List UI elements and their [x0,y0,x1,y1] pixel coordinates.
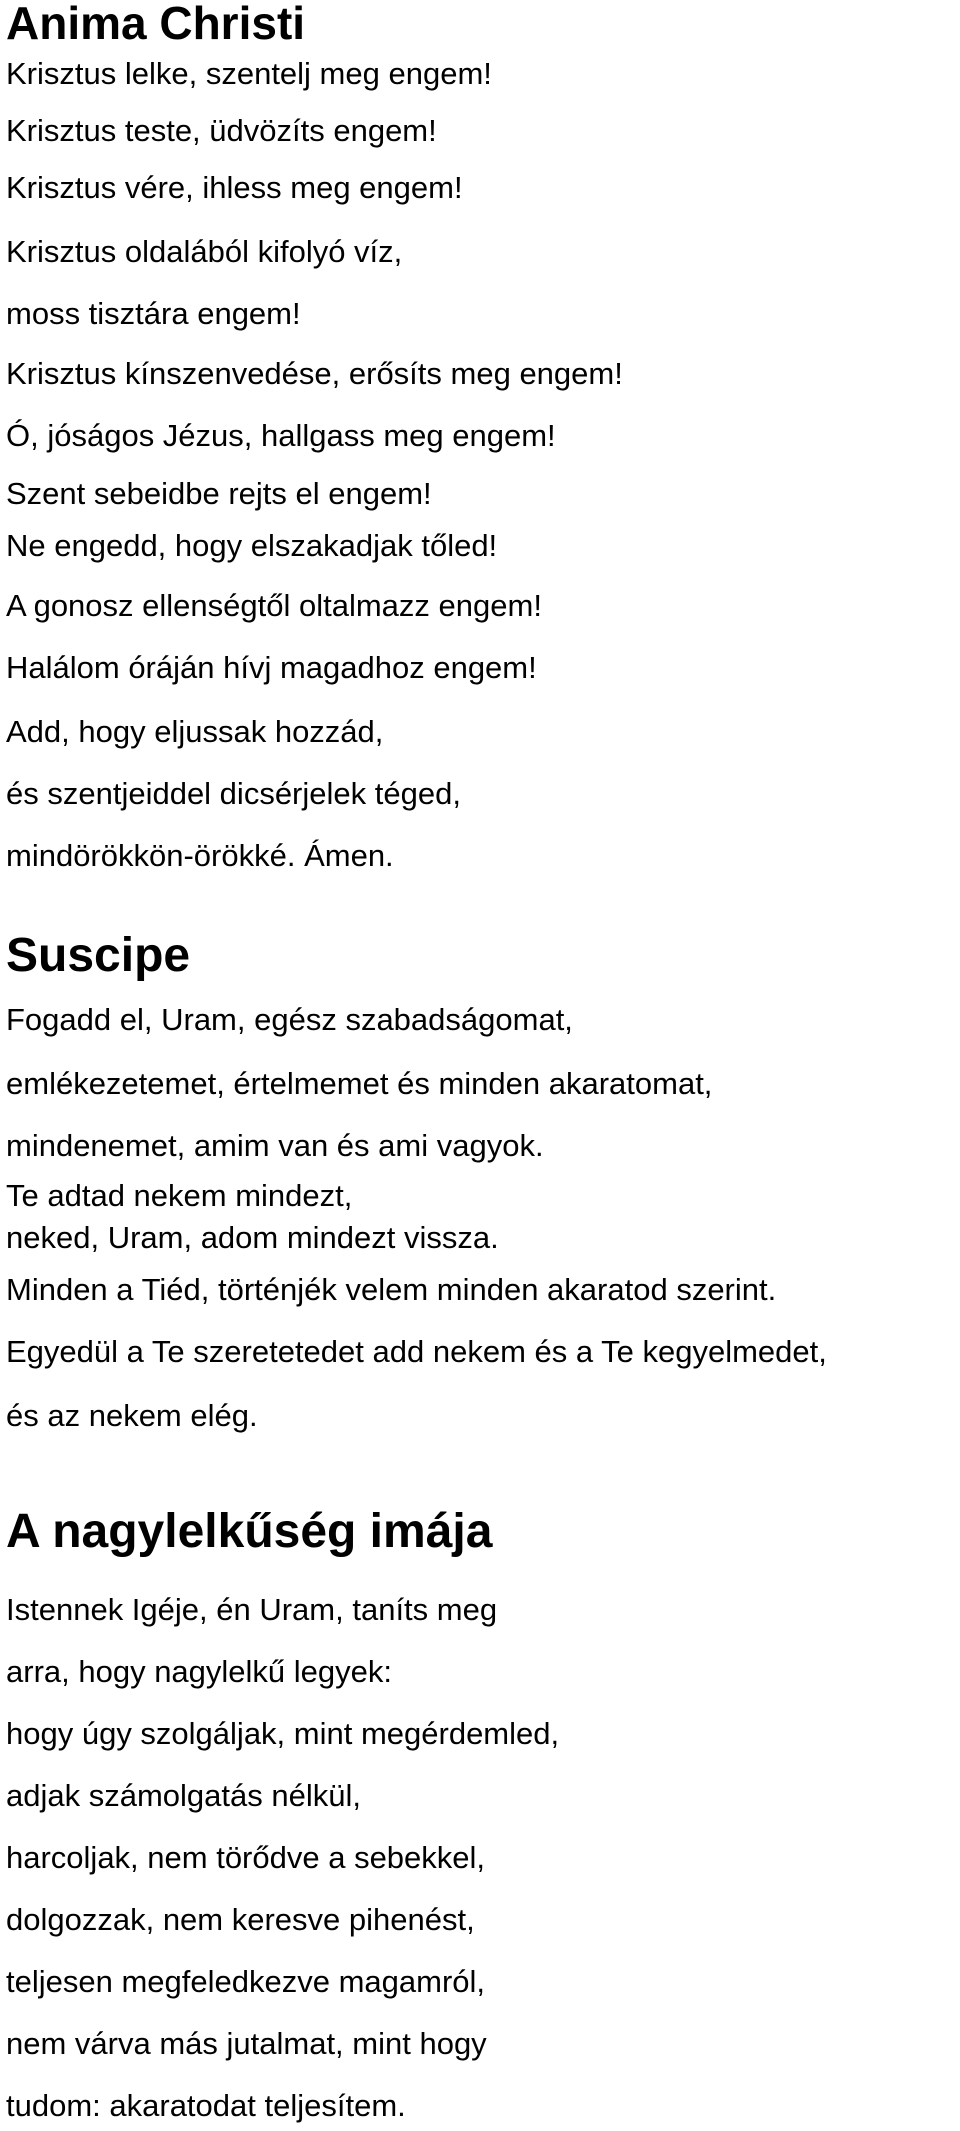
prayer-line: tudom: akaratodat teljesítem. [6,2088,406,2123]
prayer-line: adjak számolgatás nélkül, [6,1778,361,1813]
section-title-suscipe: Suscipe [6,929,191,982]
prayer-line: mindörökkön-örökké. Ámen. [6,838,394,873]
prayer-line: arra, hogy nagylelkű legyek: [6,1654,393,1689]
prayer-line: nem várva más jutalmat, mint hogy [6,2026,487,2061]
prayer-line: Krisztus teste, üdvözíts engem! [6,113,437,148]
prayer-line: harcoljak, nem törődve a sebekkel, [6,1840,486,1875]
prayer-line: neked, Uram, adom mindezt vissza. [6,1220,499,1255]
prayer-line: dolgozzak, nem keresve pihenést, [6,1902,475,1937]
prayer-line: Szent sebeidbe rejts el engem! [6,476,432,511]
prayer-line: Krisztus kínszenvedése, erősíts meg engem! [6,356,623,391]
prayer-line: Egyedül a Te szeretetedet add nekem és a Te kegyelmedet, [6,1334,827,1369]
prayer-line: és szentjeiddel dicsérjelek téged, [6,776,461,811]
prayer-line: Krisztus vére, ihless meg engem! [6,170,463,205]
prayer-line: emlékezetemet, értelmemet és minden akaratomat, [6,1066,713,1101]
section-title-nagylelkuseg: A nagylelkűség imája [6,1505,493,1558]
prayer-line: Krisztus lelke, szentelj meg engem! [6,56,492,91]
prayer-line: Minden a Tiéd, történjék velem minden akaratod szerint. [6,1272,777,1307]
prayer-line: Fogadd el, Uram, egész szabadságomat, [6,1002,573,1037]
prayer-line: Add, hogy eljussak hozzád, [6,714,384,749]
prayer-line: Halálom óráján hívj magadhoz engem! [6,650,537,685]
prayer-line: és az nekem elég. [6,1398,258,1433]
prayer-line: moss tisztára engem! [6,296,301,331]
section-title-anima-christi: Anima Christi [6,0,306,49]
prayer-line: Ne engedd, hogy elszakadjak tőled! [6,528,498,563]
prayer-line: Ó, jóságos Jézus, hallgass meg engem! [6,418,556,453]
prayer-line: mindenemet, amim van és ami vagyok. [6,1128,544,1163]
prayer-line: Te adtad nekem mindezt, [6,1178,353,1213]
prayer-line: A gonosz ellenségtől oltalmazz engem! [6,588,542,623]
prayer-line: hogy úgy szolgáljak, mint megérdemled, [6,1716,560,1751]
prayer-line: Krisztus oldalából kifolyó víz, [6,234,403,269]
prayer-line: teljesen megfeledkezve magamról, [6,1964,486,1999]
prayer-line: Istennek Igéje, én Uram, taníts meg [6,1592,498,1627]
